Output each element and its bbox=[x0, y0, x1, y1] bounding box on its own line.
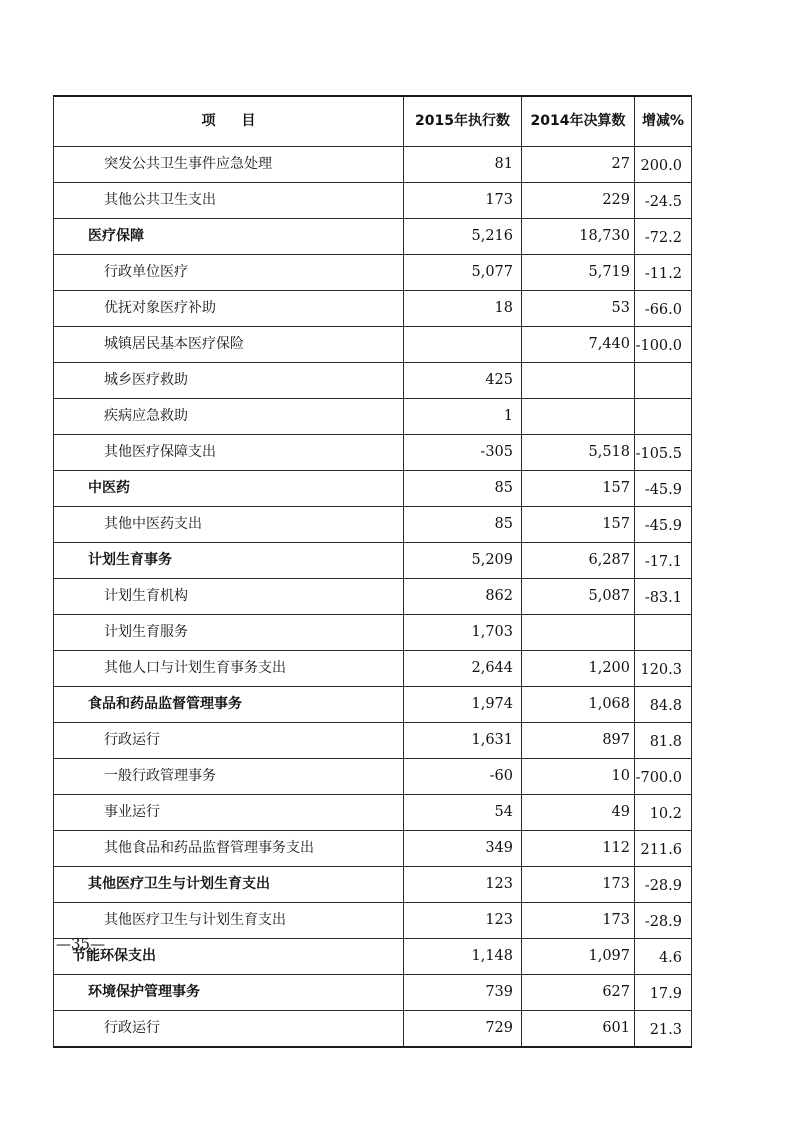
table-row bbox=[54, 723, 692, 759]
row-change-percent: -45.9 bbox=[635, 471, 692, 507]
table-row bbox=[54, 291, 692, 327]
table-row bbox=[54, 1011, 692, 1048]
table-row bbox=[54, 903, 692, 939]
row-value-2014: 157 bbox=[522, 471, 635, 507]
row-value-2015: 1,703 bbox=[404, 615, 522, 651]
header-2014: 2014年决算数 bbox=[522, 96, 635, 147]
row-value-2014: 601 bbox=[522, 1011, 635, 1048]
row-item-label: 其他公共卫生支出 bbox=[54, 183, 404, 219]
row-value-2015: 81 bbox=[404, 147, 522, 183]
row-change-percent: 120.3 bbox=[635, 651, 692, 687]
row-value-2015: -60 bbox=[404, 759, 522, 795]
table-row bbox=[54, 543, 692, 579]
page-number: —35— bbox=[56, 935, 106, 953]
table-row bbox=[54, 579, 692, 615]
row-value-2015: 1,974 bbox=[404, 687, 522, 723]
row-value-2014: 6,287 bbox=[522, 543, 635, 579]
row-value-2014: 18,730 bbox=[522, 219, 635, 255]
row-item-label: 环境保护管理事务 bbox=[54, 975, 404, 1011]
row-value-2015: 862 bbox=[404, 579, 522, 615]
row-item-label: 行政运行 bbox=[54, 723, 404, 759]
row-change-percent: -45.9 bbox=[635, 507, 692, 543]
table-row bbox=[54, 759, 692, 795]
budget-table bbox=[53, 95, 692, 1048]
row-item-label: 一般行政管理事务 bbox=[54, 759, 404, 795]
row-value-2015: 729 bbox=[404, 1011, 522, 1048]
table-row bbox=[54, 363, 692, 399]
row-value-2015: 123 bbox=[404, 867, 522, 903]
row-change-percent: 200.0 bbox=[635, 147, 692, 183]
table-row bbox=[54, 867, 692, 903]
table-row bbox=[54, 507, 692, 543]
row-change-percent: 17.9 bbox=[635, 975, 692, 1011]
table-row bbox=[54, 399, 692, 435]
row-value-2015: 123 bbox=[404, 903, 522, 939]
row-change-percent: -700.0 bbox=[635, 759, 692, 795]
row-value-2014: 53 bbox=[522, 291, 635, 327]
row-item-label: 其他医疗卫生与计划生育支出 bbox=[54, 867, 404, 903]
header-2015: 2015年执行数 bbox=[404, 96, 522, 147]
row-value-2014: 7,440 bbox=[522, 327, 635, 363]
row-item-label: 节能环保支出 bbox=[54, 939, 404, 975]
table-header bbox=[54, 96, 692, 147]
row-value-2014: 112 bbox=[522, 831, 635, 867]
row-value-2015: 1,631 bbox=[404, 723, 522, 759]
row-value-2014: 157 bbox=[522, 507, 635, 543]
header-item-char-1: 项 bbox=[201, 113, 216, 129]
row-value-2014: 27 bbox=[522, 147, 635, 183]
row-item-label: 行政运行 bbox=[54, 1011, 404, 1048]
row-item-label: 城镇居民基本医疗保险 bbox=[54, 327, 404, 363]
row-change-percent: -11.2 bbox=[635, 255, 692, 291]
table-row bbox=[54, 939, 692, 975]
table-row bbox=[54, 795, 692, 831]
row-item-label: 其他医疗卫生与计划生育支出 bbox=[54, 903, 404, 939]
table-body bbox=[54, 147, 692, 1048]
header-item bbox=[54, 96, 404, 147]
row-value-2014 bbox=[522, 363, 635, 399]
table-row bbox=[54, 687, 692, 723]
row-item-label: 其他人口与计划生育事务支出 bbox=[54, 651, 404, 687]
row-change-percent: -17.1 bbox=[635, 543, 692, 579]
row-value-2015: 5,216 bbox=[404, 219, 522, 255]
row-change-percent: -100.0 bbox=[635, 327, 692, 363]
row-change-percent: 10.2 bbox=[635, 795, 692, 831]
table-row bbox=[54, 327, 692, 363]
row-value-2015: 85 bbox=[404, 471, 522, 507]
table-row bbox=[54, 147, 692, 183]
row-change-percent: -105.5 bbox=[635, 435, 692, 471]
row-item-label: 突发公共卫生事件应急处理 bbox=[54, 147, 404, 183]
row-value-2015: 173 bbox=[404, 183, 522, 219]
row-value-2015: 739 bbox=[404, 975, 522, 1011]
row-value-2014: 5,719 bbox=[522, 255, 635, 291]
row-change-percent: -72.2 bbox=[635, 219, 692, 255]
row-value-2015: 1 bbox=[404, 399, 522, 435]
row-change-percent: 81.8 bbox=[635, 723, 692, 759]
row-item-label: 城乡医疗救助 bbox=[54, 363, 404, 399]
row-change-percent: -28.9 bbox=[635, 867, 692, 903]
row-item-label: 疾病应急救助 bbox=[54, 399, 404, 435]
row-value-2014: 897 bbox=[522, 723, 635, 759]
row-value-2015: 5,209 bbox=[404, 543, 522, 579]
table-row bbox=[54, 219, 692, 255]
row-item-label: 其他医疗保障支出 bbox=[54, 435, 404, 471]
table-row bbox=[54, 471, 692, 507]
row-value-2015: 2,644 bbox=[404, 651, 522, 687]
row-change-percent: -66.0 bbox=[635, 291, 692, 327]
row-change-percent: -24.5 bbox=[635, 183, 692, 219]
row-value-2014 bbox=[522, 615, 635, 651]
header-item-char-2: 目 bbox=[241, 113, 256, 129]
table-row bbox=[54, 183, 692, 219]
row-change-percent: 211.6 bbox=[635, 831, 692, 867]
row-item-label: 其他中医药支出 bbox=[54, 507, 404, 543]
table-row bbox=[54, 255, 692, 291]
row-change-percent: -83.1 bbox=[635, 579, 692, 615]
header-change: 增减% bbox=[635, 96, 692, 147]
row-item-label: 事业运行 bbox=[54, 795, 404, 831]
row-value-2014: 173 bbox=[522, 903, 635, 939]
table-row bbox=[54, 615, 692, 651]
row-item-label: 行政单位医疗 bbox=[54, 255, 404, 291]
table-row bbox=[54, 435, 692, 471]
row-item-label: 计划生育服务 bbox=[54, 615, 404, 651]
row-item-label: 医疗保障 bbox=[54, 219, 404, 255]
row-item-label: 其他食品和药品监督管理事务支出 bbox=[54, 831, 404, 867]
row-change-percent: 21.3 bbox=[635, 1011, 692, 1048]
row-value-2015: 349 bbox=[404, 831, 522, 867]
row-value-2015 bbox=[404, 327, 522, 363]
row-item-label: 计划生育机构 bbox=[54, 579, 404, 615]
row-value-2015: 425 bbox=[404, 363, 522, 399]
row-value-2014: 1,200 bbox=[522, 651, 635, 687]
row-item-label: 食品和药品监督管理事务 bbox=[54, 687, 404, 723]
row-value-2014: 229 bbox=[522, 183, 635, 219]
row-value-2015: 5,077 bbox=[404, 255, 522, 291]
row-value-2015: 18 bbox=[404, 291, 522, 327]
table-row bbox=[54, 831, 692, 867]
table-row bbox=[54, 651, 692, 687]
row-value-2014: 1,097 bbox=[522, 939, 635, 975]
row-item-label: 优抚对象医疗补助 bbox=[54, 291, 404, 327]
row-value-2014: 173 bbox=[522, 867, 635, 903]
row-value-2014 bbox=[522, 399, 635, 435]
row-value-2014: 5,518 bbox=[522, 435, 635, 471]
row-value-2015: 85 bbox=[404, 507, 522, 543]
row-value-2015: 54 bbox=[404, 795, 522, 831]
row-value-2014: 5,087 bbox=[522, 579, 635, 615]
row-value-2014: 49 bbox=[522, 795, 635, 831]
table-row bbox=[54, 975, 692, 1011]
row-change-percent: -28.9 bbox=[635, 903, 692, 939]
row-value-2014: 1,068 bbox=[522, 687, 635, 723]
row-value-2015: 1,148 bbox=[404, 939, 522, 975]
row-change-percent: 4.6 bbox=[635, 939, 692, 975]
row-value-2014: 627 bbox=[522, 975, 635, 1011]
row-change-percent: 84.8 bbox=[635, 687, 692, 723]
row-item-label: 计划生育事务 bbox=[54, 543, 404, 579]
row-item-label: 中医药 bbox=[54, 471, 404, 507]
row-value-2014: 10 bbox=[522, 759, 635, 795]
row-change-percent bbox=[635, 363, 692, 399]
row-value-2015: -305 bbox=[404, 435, 522, 471]
row-change-percent bbox=[635, 399, 692, 435]
header-row bbox=[54, 96, 692, 147]
row-change-percent bbox=[635, 615, 692, 651]
